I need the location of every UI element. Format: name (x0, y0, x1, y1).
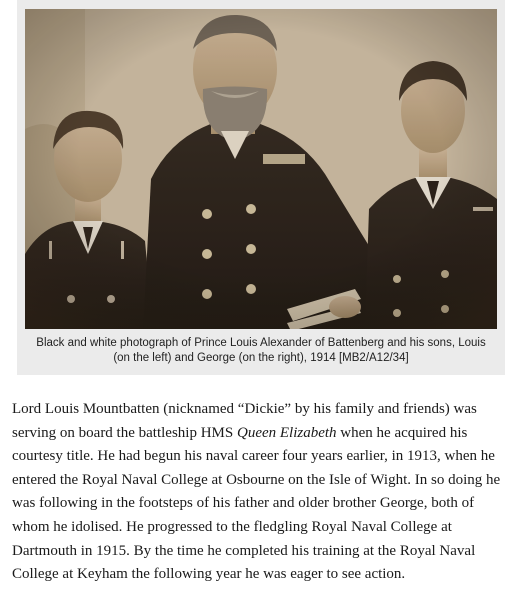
ship-name: Queen Elizabeth (236, 424, 337, 441)
historical-photo (25, 9, 497, 329)
paragraph-text: when he acquired his (336, 424, 468, 441)
paragraph-line: Dartmouth in 1915. By the time he completed his training at the Royal Naval (12, 542, 476, 559)
paragraph-line (12, 422, 506, 446)
article-paragraph (12, 398, 506, 587)
article-body (12, 398, 506, 587)
photo-figure (17, 0, 505, 375)
paragraph-line: whom he idolised. He progressed to the fledgling Royal Naval College at (12, 518, 452, 535)
photo-caption (25, 336, 497, 366)
paragraph-text: serving on board the battleship HMS (12, 424, 237, 441)
paragraph-line: College at Keyham the following year he was eager to see action. (12, 566, 406, 583)
paragraph-line: was following in the footsteps of his father and older brother George, both of (12, 495, 475, 512)
caption-line: (on the left) and George (on the right), 1914 [MB2/A12/34] (113, 352, 409, 364)
paragraph-line: courtesy title. He had begun his naval career four years earlier, in 1913, when he (12, 448, 495, 465)
paragraph-line: Lord Louis Mountbatten (nicknamed “Dickie” by his family and friends) was (12, 401, 477, 417)
paragraph-line: entered the Royal Naval College at Osbourne on the Isle of Wight. In so doing he (12, 471, 501, 488)
caption-line: Black and white photograph of Prince Louis Alexander of Battenberg and his sons, Louis (36, 337, 486, 349)
